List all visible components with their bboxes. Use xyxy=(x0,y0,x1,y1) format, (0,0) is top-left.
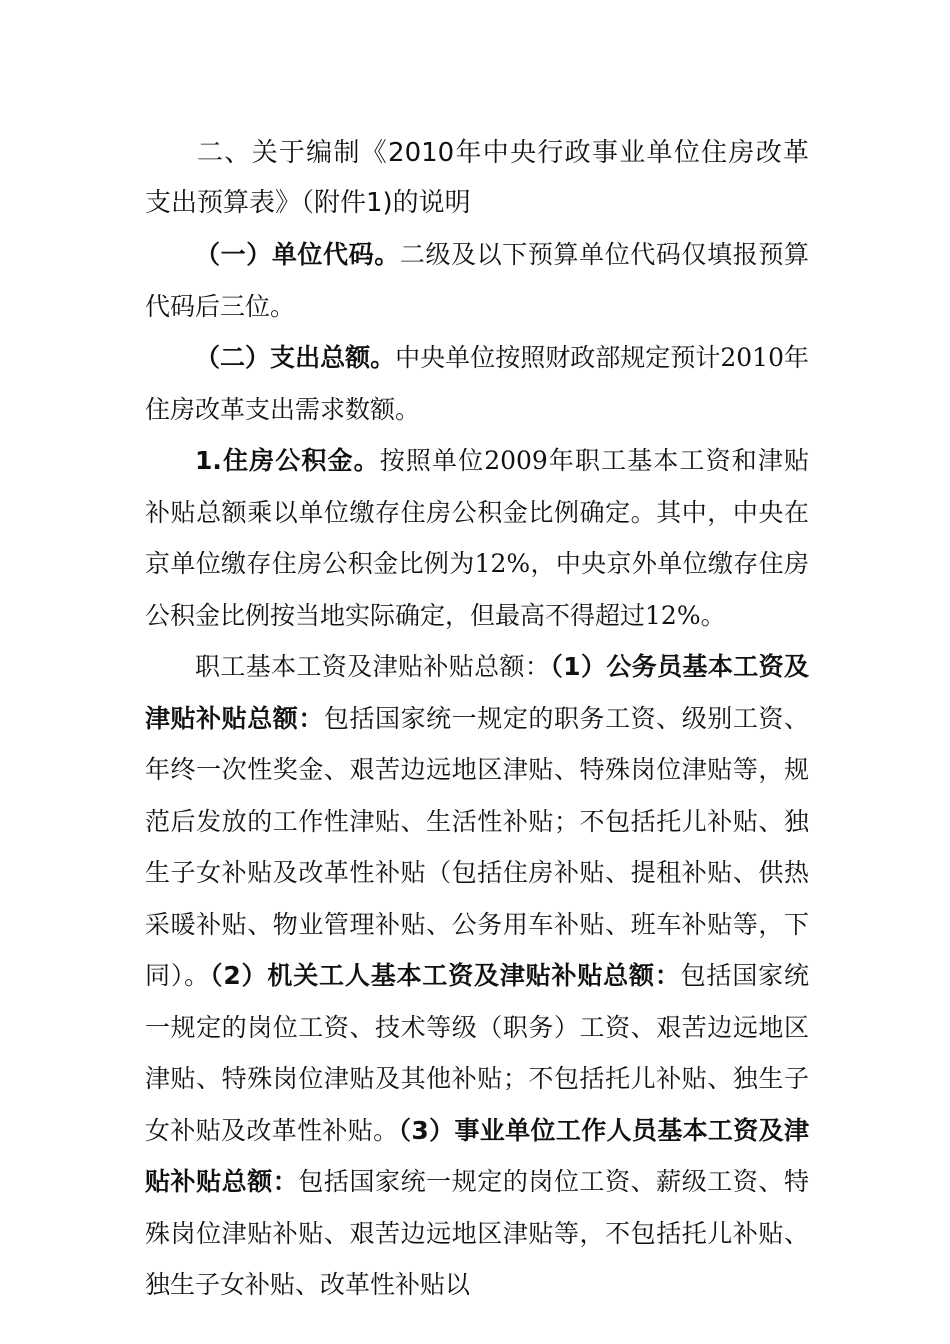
item-1-label: （1）公务员基本工资及津贴补贴总额： xyxy=(145,652,809,733)
item-3-label: （3）事业单位工作人员基本工资及津贴补贴总额： xyxy=(145,1115,809,1196)
paragraph-label: （一）单位代码。 xyxy=(195,240,400,269)
paragraph-unit-code xyxy=(145,229,809,332)
paragraph-text: 中央单位按照财政部规定预计2010年住房改革支出需求数额。 xyxy=(145,343,809,424)
paragraph-housing-fund xyxy=(145,435,809,641)
item-2-text: 包括国家统一规定的岗位工资、技术等级（职务）工资、艰苦边远地区津贴、特殊岗位津贴及其他补贴；不包括托儿补贴、独生子女补贴及改革性补贴。 xyxy=(145,961,809,1145)
document-body xyxy=(145,128,809,1311)
section-heading: 二、关于编制《2010年中央行政事业单位住房改革支出预算表》（附件1)的说明 xyxy=(145,138,809,218)
item-1-text: 包括国家统一规定的职务工资、级别工资、年终一次性奖金、艰苦边远地区津贴、特殊岗位津贴等，规范后发放的工作性津贴、生活性补贴；不包括托儿补贴、独生子女补贴及改革性补贴（包括住房补贴、提租补贴、供热采暖补贴、物业管理补贴、公务用车补贴、班车补贴等，下同）。 xyxy=(145,703,809,990)
item-3-text: 包括国家统一规定的岗位工资、薪级工资、特殊岗位津贴补贴、艰苦边远地区津贴等，不包括托儿补贴、独生子女补贴、改革性补贴以 xyxy=(145,1167,809,1299)
paragraph-text: 二级及以下预算单位代码仅填报预算代码后三位。 xyxy=(145,240,809,321)
paragraph-label: 1.住房公积金。 xyxy=(195,446,380,475)
paragraph-text: 按照单位2009年职工基本工资和津贴补贴总额乘以单位缴存住房公积金比例确定。其中，中央在京单位缴存住房公积金比例为12%，中央京外单位缴存住房公积金比例按当地实际确定，但最高不得超过12%。 xyxy=(145,446,809,630)
item-2-label: （2）机关工人基本工资及津贴补贴总额： xyxy=(210,961,681,990)
paragraph-salary-totals xyxy=(145,641,809,1311)
paragraph-label: （二）支出总额。 xyxy=(195,343,396,372)
paragraph-total-expenditure xyxy=(145,332,809,435)
paragraph-intro: 职工基本工资及津贴补贴总额： xyxy=(195,652,551,681)
